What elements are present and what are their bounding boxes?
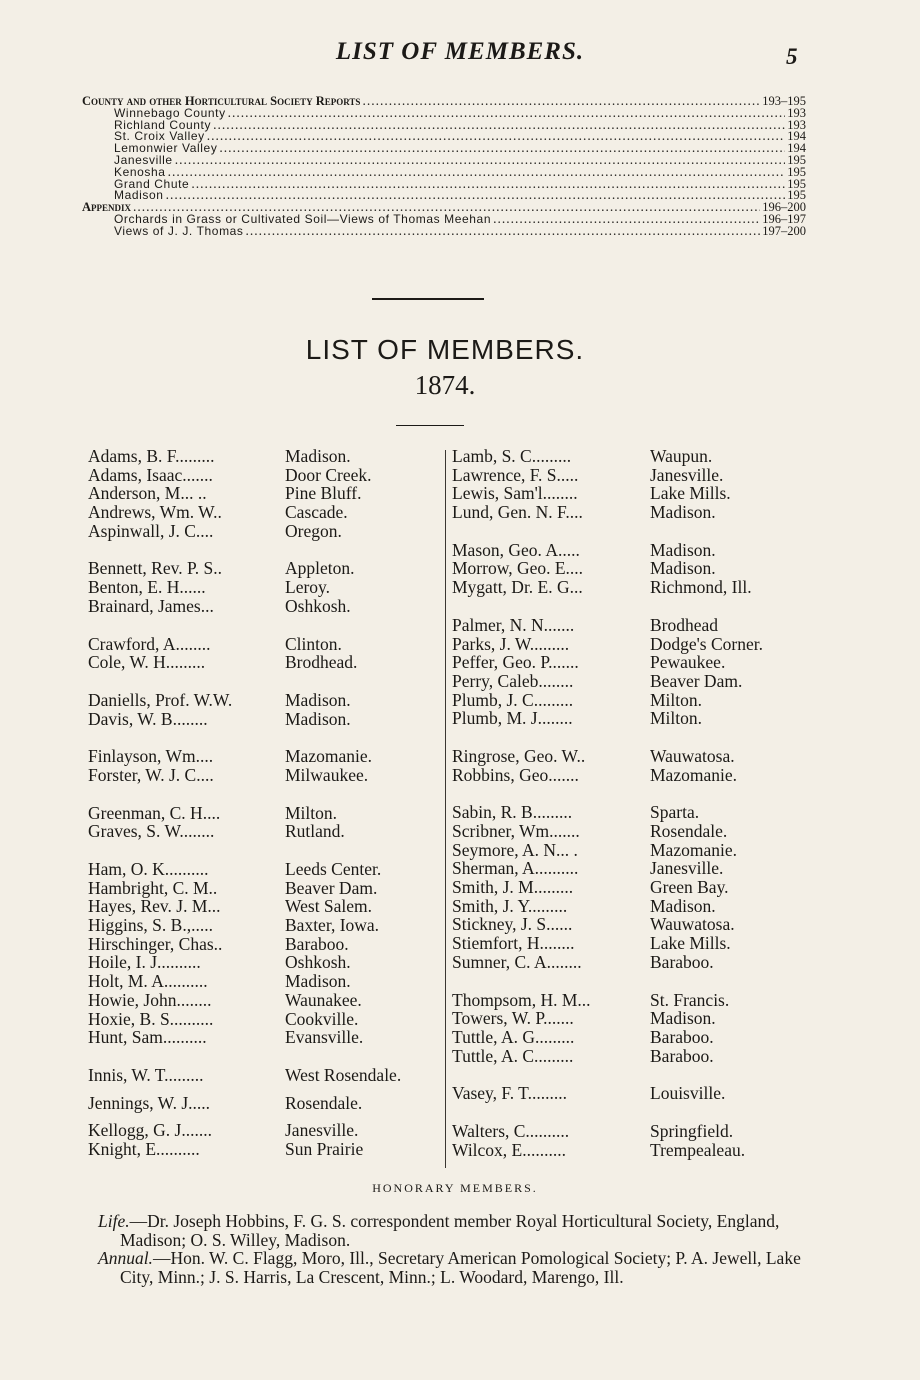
member-name: Crawford, A........ bbox=[88, 633, 211, 654]
member-row bbox=[88, 897, 401, 916]
member-name: Kellogg, G. J....... bbox=[88, 1120, 212, 1141]
member-name: Mygatt, Dr. E. G... bbox=[452, 577, 583, 598]
member-row bbox=[452, 1084, 763, 1103]
member-town: Wauwatosa. bbox=[650, 745, 735, 766]
member-town: Dodge's Corner. bbox=[650, 633, 763, 654]
page-number: 5 bbox=[786, 44, 798, 69]
member-name: Innis, W. T......... bbox=[88, 1064, 204, 1085]
member-row bbox=[452, 934, 763, 953]
member-town: Springfield. bbox=[650, 1120, 734, 1141]
member-town: Mazomanie. bbox=[650, 839, 737, 860]
member-name: Finlayson, Wm.... bbox=[88, 746, 214, 767]
toc-pages: 194 bbox=[787, 141, 806, 156]
member-name: Seymore, A. N... . bbox=[452, 839, 578, 860]
toc-row bbox=[82, 189, 806, 201]
member-name: Plumb, J. C......... bbox=[452, 689, 574, 710]
member-row bbox=[88, 522, 401, 541]
member-town: Beaver Dam. bbox=[650, 670, 743, 691]
member-town: Trempealeau. bbox=[650, 1139, 746, 1160]
member-row bbox=[452, 484, 763, 503]
toc-pages: 194 bbox=[787, 129, 806, 144]
member-row bbox=[452, 1009, 763, 1028]
member-town: Milwaukee. bbox=[285, 764, 369, 785]
toc-label: Grand Chute bbox=[114, 176, 190, 191]
member-town: Sun Prairie bbox=[285, 1138, 364, 1159]
member-name: Morrow, Geo. E.... bbox=[452, 558, 584, 579]
toc-row bbox=[82, 142, 806, 154]
member-row bbox=[452, 1047, 763, 1066]
member-name: Andrews, Wm. W.. bbox=[88, 502, 222, 523]
member-town: Milton. bbox=[650, 689, 703, 710]
honorary-members bbox=[98, 1212, 818, 1287]
life-text: —Dr. Joseph Hobbins, F. G. S. correspondent member Royal Horticultural Society, England, Madison; O. S. Willey, Madison. bbox=[120, 1211, 780, 1250]
toc-row bbox=[82, 178, 806, 190]
member-name: Robbins, Geo....... bbox=[452, 764, 579, 785]
member-name: Hunt, Sam.......... bbox=[88, 1027, 207, 1048]
member-name: Adams, Isaac....... bbox=[88, 464, 213, 485]
member-town: Cascade. bbox=[285, 502, 348, 523]
toc-label: St. Croix Valley bbox=[114, 129, 205, 144]
honorary-heading: HONORARY MEMBERS. bbox=[372, 1181, 538, 1195]
member-name: Mason, Geo. A..... bbox=[452, 539, 580, 560]
toc-pages: 195 bbox=[787, 188, 806, 203]
member-name: Tuttle, A. C......... bbox=[452, 1045, 574, 1066]
member-town: Madison. bbox=[285, 689, 351, 710]
member-town: Appleton. bbox=[285, 558, 355, 579]
member-row bbox=[452, 766, 763, 785]
member-town: Oshkosh. bbox=[285, 595, 351, 616]
member-town: Baxter, Iowa. bbox=[285, 915, 380, 936]
member-town: Madison. bbox=[650, 539, 716, 560]
member-name: Forster, W. J. C.... bbox=[88, 764, 214, 785]
toc-row bbox=[82, 213, 806, 225]
toc-pages: 195 bbox=[787, 152, 806, 167]
member-town: Waunakee. bbox=[285, 989, 362, 1010]
member-town: Janesville. bbox=[650, 464, 724, 485]
toc-pages: 197–200 bbox=[762, 223, 806, 238]
member-name: Parks, J. W......... bbox=[452, 633, 570, 654]
toc-leader bbox=[175, 154, 786, 166]
member-town: Baraboo. bbox=[650, 1026, 714, 1047]
member-row bbox=[88, 935, 401, 954]
toc-label: County and other Horticultural Society Reports bbox=[82, 94, 361, 108]
toc-leader bbox=[219, 142, 785, 154]
member-row bbox=[88, 597, 401, 616]
member-name: Lamb, S. C......... bbox=[452, 446, 572, 466]
member-town: Madison. bbox=[285, 708, 351, 729]
member-name: Hambright, C. M.. bbox=[88, 877, 218, 898]
member-row bbox=[452, 878, 763, 897]
member-row bbox=[88, 747, 401, 766]
member-name: Palmer, N. N....... bbox=[452, 614, 575, 635]
member-name: Plumb, M. J........ bbox=[452, 708, 573, 729]
member-row bbox=[88, 1028, 401, 1047]
member-name: Stiemfort, H........ bbox=[452, 933, 575, 954]
toc-pages: 193 bbox=[787, 117, 806, 132]
member-town: Lake Mills. bbox=[650, 933, 731, 954]
member-town: Mazomanie. bbox=[285, 746, 372, 767]
member-town: Door Creek. bbox=[285, 464, 372, 485]
member-town: Mazomanie. bbox=[650, 764, 737, 785]
toc-label: Richland County bbox=[114, 117, 212, 132]
member-row bbox=[88, 953, 401, 972]
life-label: Life. bbox=[98, 1211, 130, 1231]
member-name: Smith, J. Y......... bbox=[452, 895, 568, 916]
toc-label: Janesville bbox=[114, 152, 173, 167]
member-name: Peffer, Geo. P....... bbox=[452, 652, 579, 673]
member-name: Hoile, I. J.......... bbox=[88, 952, 201, 973]
member-row bbox=[88, 710, 401, 729]
member-row bbox=[88, 822, 401, 841]
toc-leader bbox=[246, 225, 761, 237]
member-town: Milton. bbox=[650, 708, 703, 729]
member-town: Green Bay. bbox=[650, 877, 729, 898]
member-name: Adams, B. F......... bbox=[88, 446, 215, 466]
member-town: Baraboo. bbox=[650, 951, 714, 972]
member-town: Janesville. bbox=[650, 858, 724, 879]
member-town: West Salem. bbox=[285, 896, 373, 917]
member-row bbox=[452, 915, 763, 934]
member-name: Brainard, James... bbox=[88, 595, 214, 616]
member-town: Madison. bbox=[650, 1008, 716, 1029]
toc-row bbox=[82, 154, 806, 166]
member-row bbox=[452, 803, 763, 822]
member-row bbox=[452, 859, 763, 878]
toc-label: Madison bbox=[114, 188, 164, 203]
member-row bbox=[452, 635, 763, 654]
member-row bbox=[88, 466, 401, 485]
member-name: Jennings, W. J..... bbox=[88, 1092, 211, 1113]
toc-pages: 195 bbox=[787, 164, 806, 179]
member-town: Sparta. bbox=[650, 802, 700, 823]
toc-label: Winnebago County bbox=[114, 105, 226, 120]
annual-label: Annual. bbox=[98, 1248, 153, 1269]
member-town: Oshkosh. bbox=[285, 952, 351, 973]
member-name: Scribner, Wm....... bbox=[452, 821, 580, 841]
member-name: Bennett, Rev. P. S.. bbox=[88, 558, 223, 579]
member-row bbox=[88, 1121, 401, 1140]
member-row bbox=[88, 879, 401, 898]
member-town: Richmond, Ill. bbox=[650, 577, 752, 598]
member-row bbox=[88, 1094, 401, 1113]
toc-leader bbox=[362, 95, 760, 107]
list-title: LIST OF MEMBERS. bbox=[305, 334, 585, 365]
member-name: Knight, E.......... bbox=[88, 1138, 200, 1159]
member-town: Janesville. bbox=[285, 1120, 359, 1141]
member-name: Sabin, R. B......... bbox=[452, 802, 573, 823]
member-name: Lund, Gen. N. F.... bbox=[452, 502, 583, 523]
toc-row bbox=[82, 107, 806, 119]
member-name: Anderson, M... .. bbox=[88, 483, 207, 504]
member-town: Pewaukee. bbox=[650, 652, 726, 673]
member-row bbox=[452, 897, 763, 916]
member-name: Greenman, C. H.... bbox=[88, 802, 221, 823]
member-row bbox=[88, 653, 401, 672]
member-row bbox=[88, 578, 401, 597]
member-row bbox=[88, 1066, 401, 1085]
member-row bbox=[452, 466, 763, 485]
member-name: Daniells, Prof. W.W. bbox=[88, 689, 233, 710]
toc-pages: 195 bbox=[787, 176, 806, 191]
member-name: Walters, C.......... bbox=[452, 1120, 570, 1141]
member-row bbox=[88, 991, 401, 1010]
member-name: Sumner, C. A........ bbox=[452, 951, 582, 972]
table-of-contents bbox=[82, 95, 806, 237]
toc-row bbox=[82, 225, 806, 237]
member-name: Lewis, Sam'l........ bbox=[452, 483, 578, 504]
member-row bbox=[88, 916, 401, 935]
member-name: Howie, John........ bbox=[88, 989, 212, 1010]
member-row bbox=[452, 1141, 763, 1160]
member-town: Lake Mills. bbox=[650, 483, 731, 504]
member-row bbox=[88, 766, 401, 785]
member-town: Pine Bluff. bbox=[285, 483, 362, 504]
member-row bbox=[452, 841, 763, 860]
divider-rule bbox=[396, 425, 464, 426]
member-town: Madison. bbox=[285, 446, 351, 466]
member-name: Stickney, J. S...... bbox=[452, 914, 573, 935]
member-town: St. Francis. bbox=[650, 989, 730, 1010]
member-town: Madison. bbox=[650, 558, 716, 579]
toc-leader bbox=[191, 178, 785, 190]
member-name: Graves, S. W........ bbox=[88, 821, 215, 842]
member-name: Ringrose, Geo. W.. bbox=[452, 745, 586, 766]
member-town: Rosendale. bbox=[285, 1092, 363, 1113]
member-town: Evansville. bbox=[285, 1027, 364, 1048]
toc-pages: 196–200 bbox=[762, 200, 806, 215]
member-row bbox=[452, 1028, 763, 1047]
member-row bbox=[452, 709, 763, 728]
member-town: Milton. bbox=[285, 802, 338, 823]
toc-leader bbox=[228, 107, 786, 119]
member-town: Baraboo. bbox=[285, 933, 349, 954]
member-row bbox=[88, 691, 401, 710]
member-town: Brodhead bbox=[650, 614, 719, 635]
toc-pages: 193 bbox=[787, 105, 806, 120]
toc-row bbox=[82, 166, 806, 178]
member-row bbox=[452, 578, 763, 597]
list-year: 1874. bbox=[414, 370, 476, 400]
member-town: Leroy. bbox=[285, 577, 331, 598]
member-town: Brodhead. bbox=[285, 652, 358, 673]
member-name: Higgins, S. B.,..... bbox=[88, 915, 213, 936]
member-name: Davis, W. B........ bbox=[88, 708, 208, 729]
member-town: Madison. bbox=[650, 895, 716, 916]
member-name: Vasey, F. T......... bbox=[452, 1083, 567, 1104]
member-town: Baraboo. bbox=[650, 1045, 714, 1066]
member-name: Hayes, Rev. J. M... bbox=[88, 896, 221, 917]
member-town: Oregon. bbox=[285, 520, 342, 541]
member-row bbox=[452, 653, 763, 672]
member-row bbox=[452, 616, 763, 635]
toc-pages: 193–195 bbox=[762, 94, 806, 108]
member-row bbox=[88, 1140, 401, 1159]
member-row bbox=[88, 559, 401, 578]
member-town: Rutland. bbox=[285, 821, 345, 842]
member-town: Madison. bbox=[650, 502, 716, 523]
member-row bbox=[88, 860, 401, 879]
member-name: Aspinwall, J. C.... bbox=[88, 520, 214, 541]
member-row bbox=[88, 1010, 401, 1029]
member-name: Holt, M. A.......... bbox=[88, 971, 208, 992]
member-town: Beaver Dam. bbox=[285, 877, 378, 898]
toc-leader bbox=[166, 189, 786, 201]
members-left-column bbox=[88, 447, 401, 1159]
member-row bbox=[88, 484, 401, 503]
member-name: Benton, E. H...... bbox=[88, 577, 206, 598]
member-row bbox=[452, 1122, 763, 1141]
toc-label: Lemonwier Valley bbox=[114, 141, 218, 156]
member-name: Lawrence, F. S..... bbox=[452, 464, 579, 485]
member-name: Hirschinger, Chas.. bbox=[88, 933, 223, 954]
member-row bbox=[452, 541, 763, 560]
member-town: Clinton. bbox=[285, 633, 342, 654]
member-name: Hoxie, B. S.......... bbox=[88, 1008, 214, 1029]
member-town: West Rosendale. bbox=[285, 1064, 402, 1085]
member-row bbox=[452, 559, 763, 578]
member-row bbox=[452, 822, 763, 841]
member-name: Wilcox, E.......... bbox=[452, 1139, 566, 1160]
toc-pages: 196–197 bbox=[762, 211, 806, 226]
member-name: Ham, O. K.......... bbox=[88, 859, 209, 879]
divider-rule bbox=[372, 298, 484, 300]
member-name: Perry, Caleb........ bbox=[452, 670, 574, 691]
toc-leader bbox=[207, 130, 786, 142]
toc-label: Orchards in Grass or Cultivated Soil—Views of Thomas Meehan bbox=[114, 211, 492, 226]
member-town: Cookville. bbox=[285, 1008, 359, 1029]
member-town: Rosendale. bbox=[650, 821, 728, 841]
running-head-title: LIST OF MEMBERS. bbox=[335, 38, 585, 65]
member-row bbox=[452, 747, 763, 766]
member-row bbox=[452, 503, 763, 522]
member-name: Towers, W. P....... bbox=[452, 1008, 574, 1029]
member-name: Tuttle, A. G......... bbox=[452, 1026, 575, 1047]
member-town: Madison. bbox=[285, 971, 351, 992]
member-town: Leeds Center. bbox=[285, 859, 382, 879]
member-town: Louisville. bbox=[650, 1083, 726, 1104]
member-row bbox=[88, 972, 401, 991]
member-row bbox=[88, 635, 401, 654]
member-name: Thompsom, H. M... bbox=[452, 989, 591, 1010]
member-town: Wauwatosa. bbox=[650, 914, 735, 935]
member-row bbox=[452, 672, 763, 691]
member-row bbox=[452, 953, 763, 972]
life-members-paragraph bbox=[98, 1212, 818, 1249]
toc-leader bbox=[493, 213, 760, 225]
member-row bbox=[88, 447, 401, 466]
member-row bbox=[452, 991, 763, 1010]
members-right-column bbox=[452, 447, 763, 1159]
toc-leader bbox=[168, 166, 786, 178]
toc-leader bbox=[213, 119, 785, 131]
column-divider bbox=[445, 450, 446, 1168]
member-row bbox=[452, 691, 763, 710]
member-name: Cole, W. H......... bbox=[88, 652, 206, 673]
member-name: Sherman, A.......... bbox=[452, 858, 579, 879]
member-name: Smith, J. M......... bbox=[452, 877, 574, 898]
annual-text: —Hon. W. C. Flagg, Moro, Ill., Secretary American Pomological Society; P. A. Jewell, Lake City, Minn.; J. S. Harris, La Crescent, Minn.; L. Woodard, Marengo, Ill. bbox=[120, 1248, 801, 1288]
member-row bbox=[88, 503, 401, 522]
toc-label: Views of J. J. Thomas bbox=[114, 223, 244, 238]
toc-label: Appendix bbox=[82, 200, 132, 215]
member-row bbox=[452, 447, 763, 466]
annual-members-paragraph bbox=[98, 1249, 818, 1286]
member-town: Waupun. bbox=[650, 446, 713, 466]
toc-label: Kenosha bbox=[114, 164, 166, 179]
member-row bbox=[88, 804, 401, 823]
